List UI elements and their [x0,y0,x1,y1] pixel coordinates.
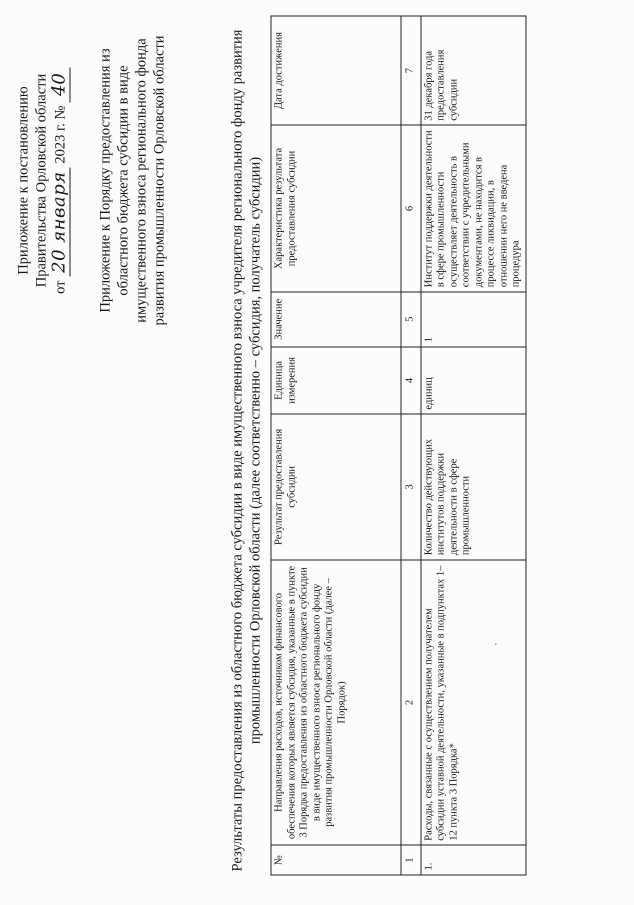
table-header-row [271,16,401,875]
row-direction: Расходы, связанные с осуществлением получателем субсидии уставной деятельности, указанные в подпунктах 1–12 пункта 3 Порядка* [420,559,525,845]
column-number: 6 [401,125,421,292]
column-number: 5 [401,291,421,346]
approval-line-1: Приложение к постановлению [15,85,31,275]
column-number: 2 [401,559,421,845]
row-date: 31 декабря года предоставления субсидии [420,16,525,125]
header-result: Результат предоставления субсидии [271,414,401,560]
handwritten-number: 40 [48,67,70,102]
column-number: 3 [401,414,421,560]
header-date: Дата достижения [271,16,401,125]
header-value: Значение [271,291,401,346]
column-number: 7 [401,16,421,125]
header-direction: Направления расходов, источником финансового обеспечения которых является субсидия, указанные в пункте 3 Порядка предоставления из областного бюджета субсидии в виде имущественного взноса регионального фонду развития промышленности Орловской области (далее – Порядок) [271,559,401,845]
handwritten-date: 20 января [48,167,70,277]
column-number: 1 [401,845,421,875]
row-result: Количество действующих институтов поддержки деятельности в сфере промышленности [420,414,525,560]
column-number: 4 [401,346,421,413]
document-title: Результаты предоставления из областного бюджета субсидии в виде имущественного взноса учредителя регионального фонду развития промышленности Орловской области (далее соответственно – субсидия, получатель субсидии) [229,29,263,871]
approval-block [14,20,69,340]
table-row [420,16,525,875]
approval-line-2: Правительства Орловской области [33,73,49,287]
header-characteristic: Характеристика результата предоставления субсидии [271,125,401,292]
date-prefix: от [52,279,68,294]
row-value: 1 [420,291,525,346]
results-table [270,15,526,875]
header-number: № [271,845,401,875]
procedure-appendix-note: Приложение к Порядку предоставления из областного бюджета субсидии в виде имущественного взноса регионального фонда развития промышленности Орловской области [97,34,167,326]
row-characteristic: Институт поддержки деятельности в сфере промышленности осуществляет деятельность в соответствии с учредительными документами, не находится в процессе ликвидации, в отношении него не введена процедура [420,125,525,292]
footnote-mark: . [488,642,499,645]
header-unit: Единица измерения [271,346,401,413]
row-number: 1. [420,845,525,875]
column-number-row [401,16,421,875]
row-unit: единиц [420,346,525,413]
approval-date-line [50,20,69,340]
year-text: 2023 г. № [52,105,68,164]
